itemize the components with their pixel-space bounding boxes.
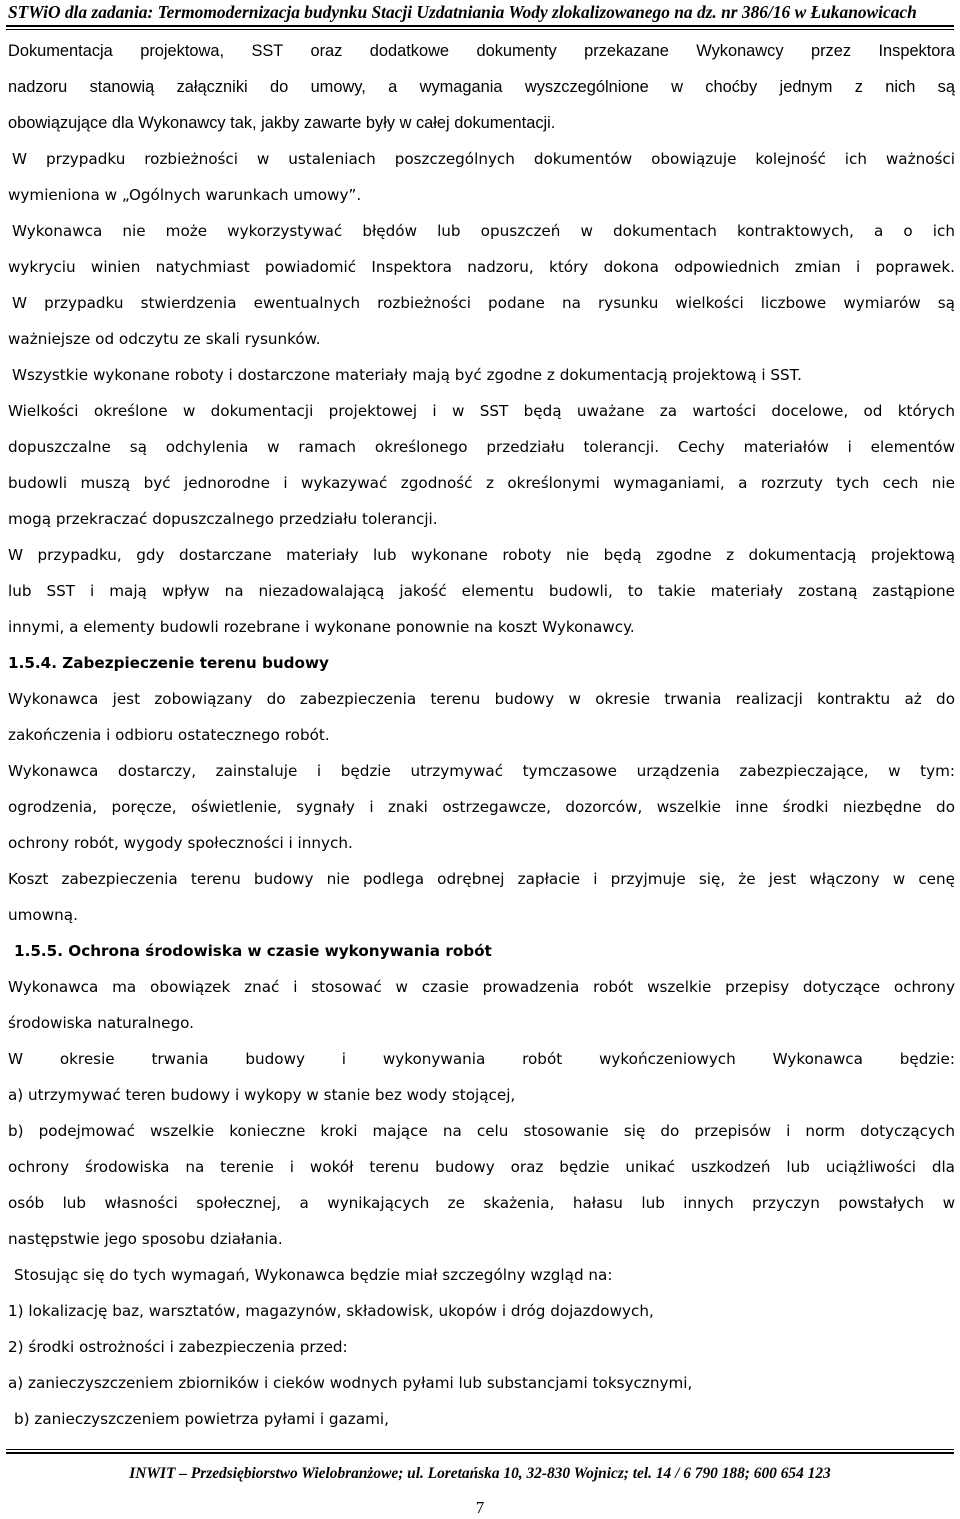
header-title: STWiO dla zadania: Termomodernizacja budynku Stacji Uzdatniania Wody zlokalizowanego na dz. nr 386/16 w Łukanowicach <box>8 2 917 22</box>
body-line: dopuszczalne są odchylenia w ramach określonego przedziału tolerancji. Cechy materiałów i elementów <box>8 438 955 456</box>
section-heading-1-5-5: 1.5.5. Ochrona środowiska w czasie wykonywania robót <box>14 942 492 960</box>
header-rule-thin <box>6 29 954 30</box>
body-line: ochrony robót, wygody społeczności i innych. <box>8 834 353 852</box>
body-line: następstwie jego sposobu działania. <box>8 1230 283 1248</box>
running-header <box>0 0 960 28</box>
body-line: innymi, a elementy budowli rozebrane i wykonane ponownie na koszt Wykonawcy. <box>8 618 635 636</box>
list-item: a) zanieczyszczeniem zbiorników i cieków wodnych pyłami lub substancjami toksycznymi, <box>8 1374 693 1392</box>
body-line: obowiązujące dla Wykonawcy tak, jakby zawarte były w całej dokumentacji. <box>8 114 556 132</box>
body-line: Wykonawca nie może wykorzystywać błędów lub opuszczeń w dokumentach kontraktowych, a o ich <box>12 222 955 240</box>
body-line: Wielkości określone w dokumentacji projektowej i w SST będą uważane za wartości docelowe, od których <box>8 402 955 420</box>
list-item: b) zanieczyszczeniem powietrza pyłami i gazami, <box>14 1410 389 1428</box>
footer-rule-thick <box>6 1452 954 1454</box>
body-line: W przypadku stwierdzenia ewentualnych rozbieżności podane na rysunku wielkości liczbowe wymiarów są <box>12 294 955 312</box>
body-line: Wykonawca jest zobowiązany do zabezpieczenia terenu budowy w okresie trwania realizacji kontraktu aż do <box>8 690 955 708</box>
body-line: Dokumentacja projektowa, SST oraz dodatkowe dokumenty przekazane Wykonawcy przez Inspektora <box>8 42 955 60</box>
header-rule-thick <box>6 25 954 27</box>
body-line: W przypadku, gdy dostarczane materiały lub wykonane roboty nie będą zgodne z dokumentacją projektową <box>8 546 955 564</box>
body-line: umowną. <box>8 906 78 924</box>
body-line: budowli muszą być jednorodne i wykazywać zgodność z określonymi wymaganiami, a rozrzuty tych cech nie <box>8 474 955 492</box>
body-line: środowiska naturalnego. <box>8 1014 195 1032</box>
list-item: b) podejmować wszelkie konieczne kroki mające na celu stosowanie się do przepisów i norm dotyczących <box>8 1122 955 1140</box>
body-line: ogrodzenia, poręcze, oświetlenie, sygnały i znaki ostrzegawcze, dozorców, wszelkie inne środki niezbędne do <box>8 798 955 816</box>
body-line: W przypadku rozbieżności w ustaleniach poszczególnych dokumentów obowiązuje kolejność ich ważności <box>12 150 955 168</box>
body-line: lub SST i mają wpływ na niezadowalającą jakość elementu budowli, to takie materiały zostaną zastąpione <box>8 582 955 600</box>
footer-rule-thin <box>6 1449 954 1450</box>
footer-address: INWIT – Przedsiębiorstwo Wielobranżowe; ul. Loretańska 10, 32-830 Wojnicz; tel. 14 / 6 790 188; 600 654 123 <box>129 1465 831 1482</box>
body-line: wykryciu winien natychmiast powiadomić Inspektora nadzoru, który dokona odpowiednich zmian i poprawek. <box>8 258 955 276</box>
section-heading-1-5-4: 1.5.4. Zabezpieczenie terenu budowy <box>8 654 329 672</box>
body-line: W okresie trwania budowy i wykonywania robót wykończeniowych Wykonawca będzie: <box>8 1050 955 1068</box>
body-line: nadzoru stanowią załączniki do umowy, a wymagania wyszczególnione w choćby jednym z nich są <box>8 78 955 96</box>
body-line: wymieniona w „Ogólnych warunkach umowy”. <box>8 186 362 204</box>
body-line: mogą przekraczać dopuszczalnego przedziału tolerancji. <box>8 510 438 528</box>
list-item: 1) lokalizację baz, warsztatów, magazynów, składowisk, ukopów i dróg dojazdowych, <box>8 1302 654 1320</box>
running-footer <box>0 1462 960 1486</box>
list-item: 2) środki ostrożności i zabezpieczenia przed: <box>8 1338 348 1356</box>
body-line: ważniejsze od odczytu ze skali rysunków. <box>8 330 321 348</box>
body-line: ochrony środowiska na terenie i wokół terenu budowy oraz będzie unikać uszkodzeń lub uciążliwości dla <box>8 1158 955 1176</box>
body-line: Koszt zabezpieczenia terenu budowy nie podlega odrębnej zapłacie i przyjmuje się, że jest włączony w cenę <box>8 870 955 888</box>
list-item: a) utrzymywać teren budowy i wykopy w stanie bez wody stojącej, <box>8 1086 516 1104</box>
body-line: Wszystkie wykonane roboty i dostarczone materiały mają być zgodne z dokumentacją projektową i SST. <box>12 366 802 384</box>
body-line: Wykonawca dostarczy, zainstaluje i będzie utrzymywać tymczasowe urządzenia zabezpieczające, w tym: <box>8 762 955 780</box>
body-line: osób lub własności społecznej, a wynikających ze skażenia, hałasu lub innych przyczyn powstałych w <box>8 1194 955 1212</box>
body-line: Stosując się do tych wymagań, Wykonawca będzie miał szczególny wzgląd na: <box>14 1266 613 1284</box>
body-line: zakończenia i odbioru ostatecznego robót. <box>8 726 330 744</box>
page-number: 7 <box>475 1498 485 1517</box>
document-body <box>8 33 955 1437</box>
body-line: Wykonawca ma obowiązek znać i stosować w czasie prowadzenia robót wszelkie przepisy dotyczące ochrony <box>8 978 955 996</box>
